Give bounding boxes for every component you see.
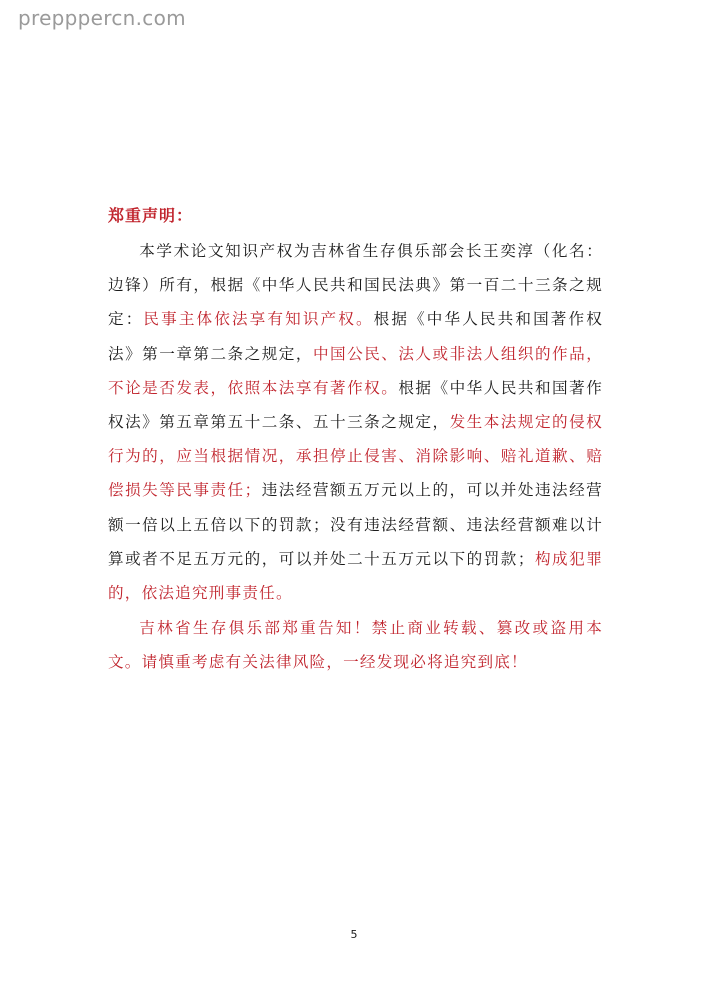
declaration-heading: 郑重声明：	[108, 206, 194, 225]
declaration-paragraph-2: 吉林省生存俱乐部郑重告知！禁止商业转载、篡改或盗用本文。请慎重考虑有关法律风险，一经发现必将追究到底！	[108, 619, 603, 672]
text-run-highlight: 民事主体依法享有知识产权。	[143, 310, 374, 329]
text-run-highlight: 发生本法规定的侵权行为的，应当根据情况，承担停止侵害、消除影响、赔礼道歉、赔偿损失等民事责任；	[108, 413, 603, 500]
page-number: 5	[350, 928, 358, 941]
text-run-highlight: 中国公民、法人或非法人组织的作品，不论是否发表，依照本法享有著作权。	[108, 344, 604, 397]
site-watermark: prepppercn.com	[18, 6, 186, 30]
text-run: 根据《中华人民共和国著作权法》第五章第五十二条、五十三条之规定，	[108, 378, 603, 432]
declaration-body	[108, 234, 603, 680]
text-run-highlight: 构成犯罪的，依法追究刑事责任。	[108, 549, 603, 603]
text-run: 根据《中华人民共和国著作权法》第一章第二条之规定，	[108, 310, 603, 363]
text-run: 本学术论文知识产权为吉林省生存俱乐部会长王奕淳（化名：边锋）所有，根据《中华人民共和国民法典》第一百二十三条之规定：	[108, 242, 603, 329]
text-run: 违法经营额五万元以上的，可以并处违法经营额一倍以上五倍以下的罚款；没有违法经营额、违法经营额难以计算或者不足五万元的，可以并处二十五万元以下的罚款；	[108, 481, 603, 568]
declaration-paragraph-1	[108, 234, 603, 610]
